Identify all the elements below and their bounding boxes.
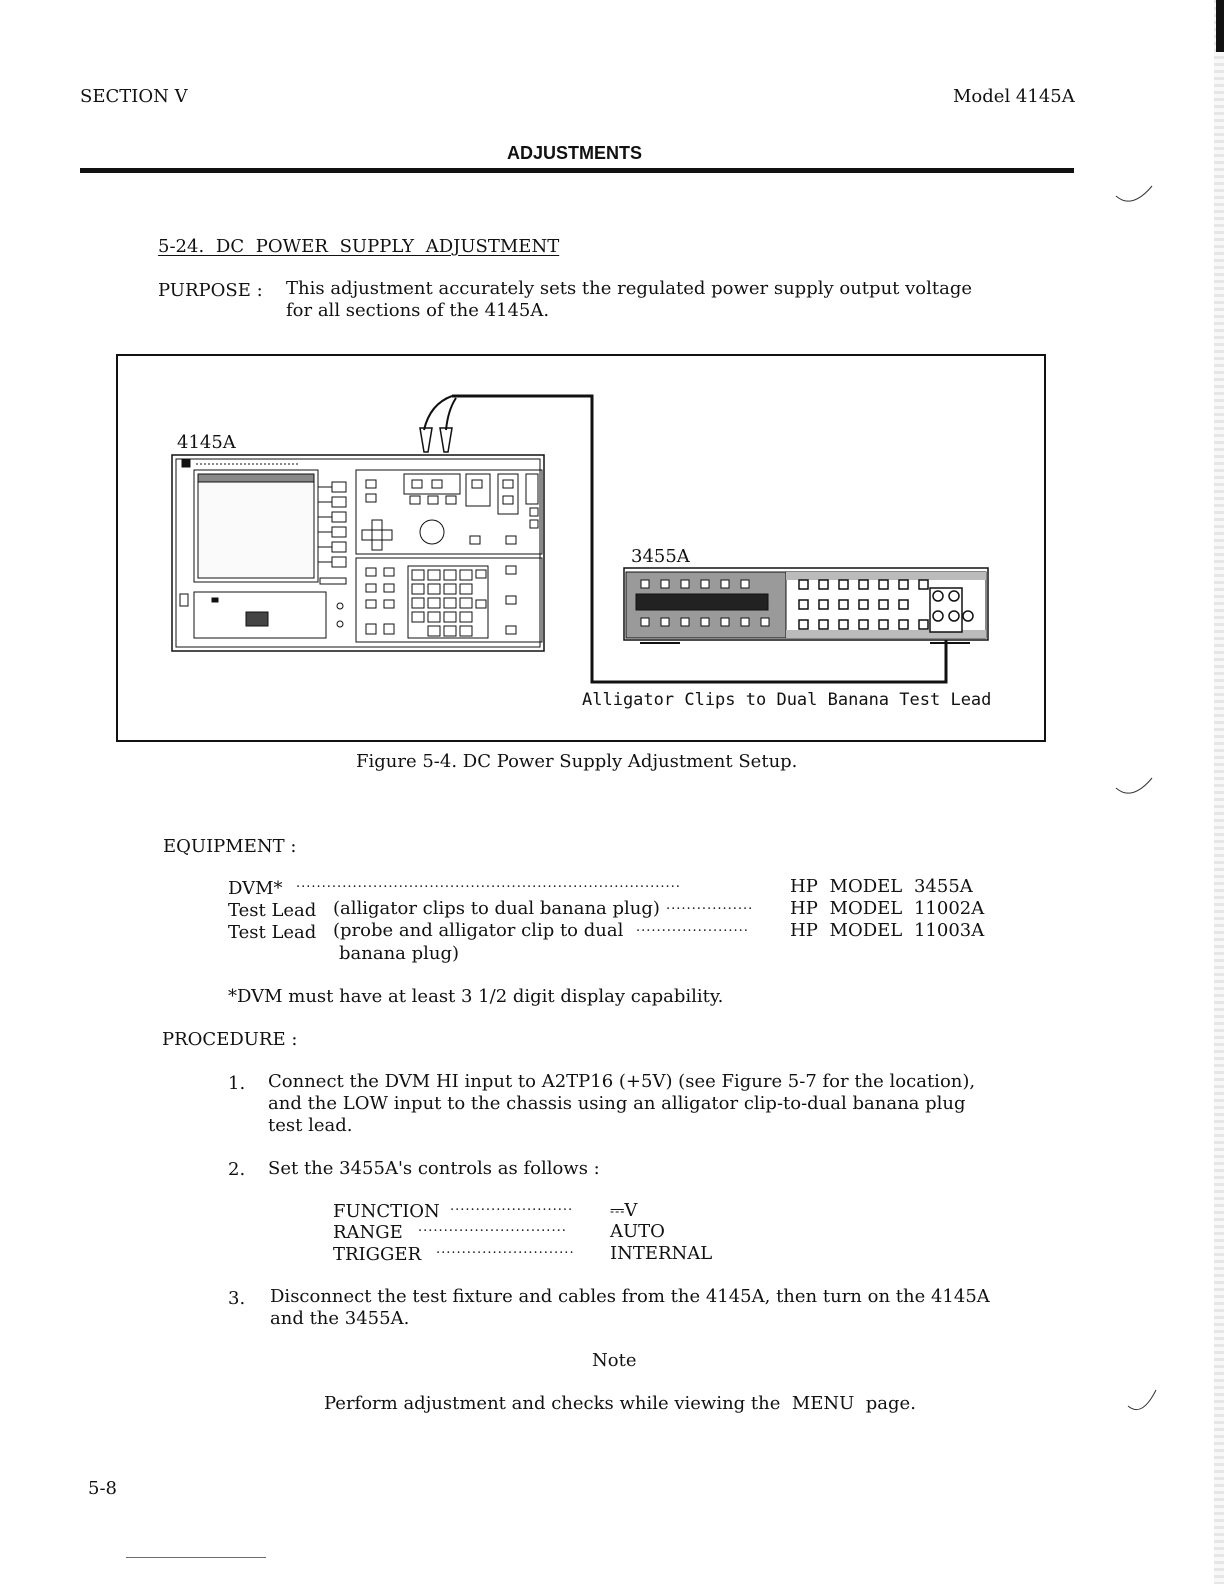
step-1-number: 1. <box>228 1073 246 1094</box>
setting-range-leader: ............................. <box>418 1220 567 1235</box>
equipment-item-2-model: HP MODEL 11002A <box>790 898 985 919</box>
step-1-line-3: test lead. <box>268 1115 353 1136</box>
setup-diagram <box>0 0 1224 760</box>
note-text: Perform adjustment and checks while viewing the MENU page. <box>324 1393 916 1414</box>
cable-label: Alligator Clips to Dual Banana Test Lead <box>582 690 992 710</box>
equipment-item-3-name: Test Lead <box>228 922 317 943</box>
purpose-label: PURPOSE : <box>158 280 263 301</box>
purpose-line-2: for all sections of the 4145A. <box>286 300 550 321</box>
setting-function-name: FUNCTION <box>333 1201 440 1222</box>
equipment-footnote: *DVM must have at least 3 1/2 digit display capability. <box>228 986 724 1007</box>
equipment-item-2-leader: ................. <box>666 898 754 913</box>
instrument-3455a <box>624 568 988 643</box>
section-heading: 5-24. DC POWER SUPPLY ADJUSTMENT <box>158 236 560 257</box>
purpose-line-1: This adjustment accurately sets the regulated power supply output voltage <box>286 278 973 299</box>
setting-range-name: RANGE <box>333 1222 403 1243</box>
instrument-4145a <box>172 455 544 651</box>
figure-caption: Figure 5-4. DC Power Supply Adjustment Setup. <box>356 751 798 772</box>
step-2-number: 2. <box>228 1159 246 1180</box>
setting-range-value: AUTO <box>610 1221 665 1242</box>
equipment-label: EQUIPMENT : <box>163 836 297 857</box>
scan-footer-line <box>126 1557 266 1558</box>
setting-trigger-leader: ........................... <box>436 1242 575 1257</box>
note-title: Note <box>592 1350 637 1371</box>
step-2-text: Set the 3455A's controls as follows : <box>268 1158 600 1179</box>
page-number: 5-8 <box>88 1478 117 1499</box>
procedure-label: PROCEDURE : <box>162 1029 298 1050</box>
step-1-line-1: Connect the DVM HI input to A2TP16 (+5V) (see Figure 5-7 for the location), <box>268 1071 976 1092</box>
step-3-number: 3. <box>228 1288 246 1309</box>
page-title: ADJUSTMENTS <box>507 143 643 163</box>
label-4145a: 4145A <box>177 432 236 453</box>
step-3-line-1: Disconnect the test fixture and cables from the 4145A, then turn on the 4145A <box>270 1286 990 1307</box>
setting-function-value: ⎓V <box>610 1200 638 1221</box>
equipment-item-1-model: HP MODEL 3455A <box>790 876 973 897</box>
step-1-line-2: and the LOW input to the chassis using an alligator clip-to-dual banana plug <box>268 1093 966 1114</box>
model-label: Model 4145A <box>953 86 1075 107</box>
equipment-item-1-leader: ........................................................................... <box>296 876 681 891</box>
setting-trigger-name: TRIGGER <box>333 1244 422 1265</box>
label-3455a: 3455A <box>631 546 690 567</box>
setting-trigger-value: INTERNAL <box>610 1243 713 1264</box>
equipment-item-3-continuation: banana plug) <box>339 943 460 964</box>
equipment-item-3-desc: (probe and alligator clip to dual <box>333 920 624 941</box>
equipment-item-2-desc: (alligator clips to dual banana plug) <box>333 898 660 919</box>
step-3-line-2: and the 3455A. <box>270 1308 410 1329</box>
setting-function-leader: ........................ <box>450 1199 574 1214</box>
section-label: SECTION V <box>80 86 188 107</box>
equipment-item-3-model: HP MODEL 11003A <box>790 920 985 941</box>
equipment-item-3-leader: ...................... <box>636 920 749 935</box>
equipment-item-1-name: DVM* <box>228 878 283 899</box>
equipment-item-2-name: Test Lead <box>228 900 317 921</box>
